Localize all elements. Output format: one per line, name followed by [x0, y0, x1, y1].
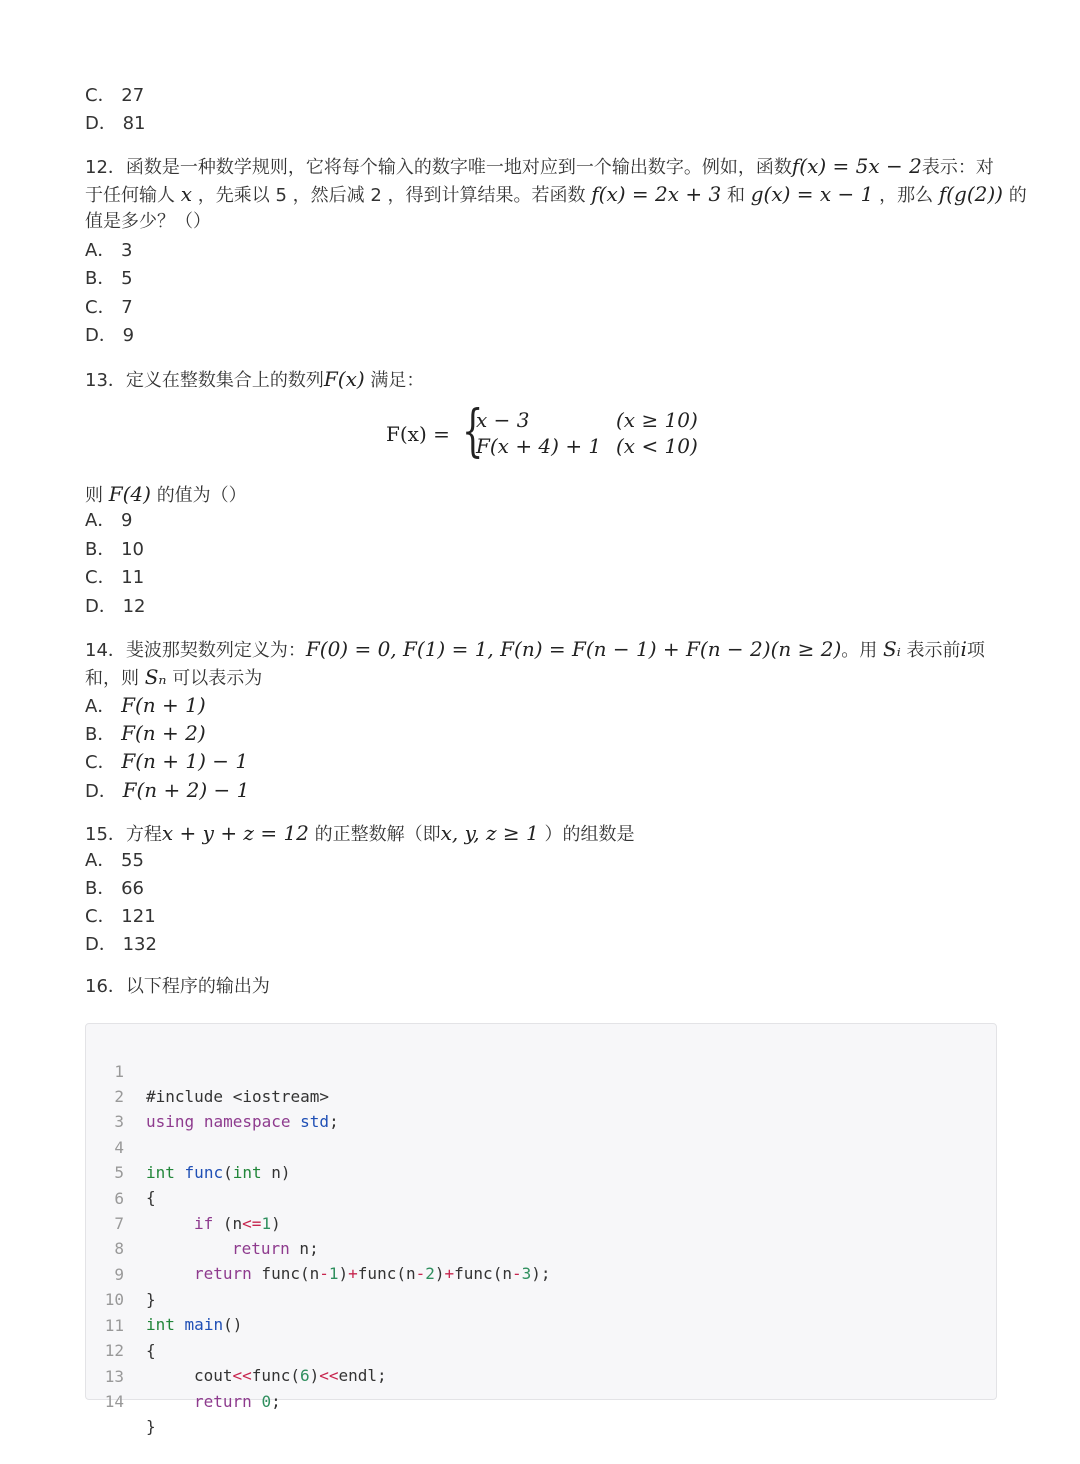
code-keyword: using — [146, 1112, 195, 1131]
q13-option-c: C． 11 — [85, 567, 145, 588]
code-type: int — [146, 1163, 175, 1182]
q12-text: 的 — [1008, 185, 1027, 206]
code-token: ; — [329, 1112, 339, 1131]
q13-text: 满足： — [370, 370, 425, 391]
code-text — [146, 1414, 156, 1439]
q14-line1 — [85, 635, 985, 665]
code-keyword: if — [194, 1214, 214, 1233]
q12-option-d: D． 9 — [85, 325, 135, 346]
q14-math-i: i — [960, 637, 967, 661]
q14-option-a — [85, 691, 206, 721]
option-c-prev: C． 27 — [85, 85, 145, 106]
code-keyword: return — [194, 1392, 252, 1411]
q14-option-b — [85, 719, 206, 749]
option-math: F(n + 2) − 1 — [122, 778, 250, 802]
q12-line3: 值是多少？（） — [85, 211, 211, 232]
q12-line1 — [85, 152, 994, 182]
line-number: 5 — [114, 1163, 124, 1182]
q12-text: 和 — [726, 185, 745, 206]
code-token: } — [146, 1290, 156, 1309]
code-operator: << — [319, 1366, 339, 1385]
code-function: main — [184, 1315, 224, 1334]
q13-math-fx: F(x) — [323, 367, 365, 391]
code-keyword: namespace — [203, 1112, 291, 1131]
q14-option-c — [85, 747, 248, 777]
q12-text: 12．函数是一种数学规则，它将每个输入的数字唯一地对应到一个输出数字。例如，函数 — [85, 157, 792, 178]
q14-text: 14．斐波那契数列定义为： — [85, 640, 306, 661]
line-number: 4 — [114, 1138, 124, 1157]
formula-cond1: (x ≥ 10) — [616, 408, 698, 432]
code-identifier: std — [300, 1112, 330, 1131]
code-token: (n — [213, 1214, 243, 1233]
q12-math-x: x — [180, 182, 193, 206]
line-number: 11 — [104, 1316, 124, 1335]
q15-line1 — [85, 819, 634, 849]
code-token: { — [146, 1188, 156, 1207]
q12-text: ，那么 — [879, 185, 934, 206]
option-label: B． — [85, 724, 116, 745]
q15-text: ）的组数是 — [544, 824, 635, 845]
code-token: () — [223, 1315, 243, 1334]
formula-lhs: F(x) = — [386, 422, 450, 446]
code-line — [86, 1110, 996, 1182]
code-line — [86, 1211, 996, 1283]
q14-text: 。用 — [841, 640, 878, 661]
code-token: func(n — [357, 1264, 416, 1283]
q15-option-b: B． 66 — [85, 878, 144, 899]
q13-math-f4: F(4) — [108, 482, 151, 506]
q12-option-c: C． 7 — [85, 297, 133, 318]
q14-text: 和，则 — [85, 668, 139, 689]
code-operator: - — [511, 1264, 522, 1283]
code-type: int — [232, 1163, 262, 1182]
q16-line1: 16．以下程序的输出为 — [85, 976, 270, 997]
line-number: 2 — [114, 1087, 124, 1106]
code-function: func — [184, 1163, 224, 1182]
q14-math-si: Sᵢ — [883, 637, 901, 661]
code-token: ) — [434, 1264, 445, 1283]
q15-text: 15．方程 — [85, 824, 162, 845]
code-token: func(n — [454, 1264, 512, 1283]
code-number: 0 — [261, 1392, 272, 1411]
q12-text: 表示：对 — [921, 157, 994, 178]
q14-text: 可以表示为 — [172, 668, 263, 689]
code-number: 2 — [425, 1264, 435, 1283]
code-token: n; — [289, 1239, 319, 1258]
line-number: 8 — [114, 1239, 124, 1258]
q13-option-d: D． 12 — [85, 596, 146, 617]
formula-case1: x − 3 — [476, 408, 530, 432]
q12-option-b: B． 5 — [85, 268, 133, 289]
formula-cond2: (x < 10) — [616, 434, 698, 458]
q12-text: ，先乘以 5 ，然后减 2 ，得到计算结果。若函数 — [197, 185, 586, 206]
code-line — [86, 1161, 996, 1233]
code-token: ) — [271, 1214, 281, 1233]
line-number: 7 — [114, 1214, 124, 1233]
q14-line2 — [85, 663, 262, 693]
q13-text: 则 — [85, 485, 103, 506]
option-label: A． — [85, 696, 116, 717]
q12-line2 — [85, 180, 1027, 210]
code-number: 6 — [299, 1366, 310, 1385]
code-type: int — [146, 1315, 175, 1334]
line-number: 12 — [104, 1341, 124, 1360]
code-text — [194, 1389, 281, 1414]
option-label: C． — [85, 752, 116, 773]
q14-text: 项 — [966, 640, 985, 661]
code-operator: << — [232, 1366, 252, 1385]
q15-text: 的正整数解（即 — [314, 824, 441, 845]
code-token: func(n — [251, 1264, 320, 1283]
option-math: F(n + 1) — [121, 693, 206, 717]
code-token: func( — [251, 1366, 300, 1385]
line-number: 9 — [114, 1265, 124, 1284]
q12-math-fx: f(x) = 2x + 3 — [591, 182, 722, 206]
q15-math-cond: x, y, z ≥ 1 — [440, 821, 539, 845]
q13-option-a: A． 9 — [85, 510, 133, 531]
q13-text: 的值为（） — [156, 485, 247, 506]
q13-line1 — [85, 365, 424, 395]
code-operator: <= — [242, 1214, 262, 1233]
code-operator: + — [444, 1264, 455, 1283]
line-number: 10 — [104, 1290, 124, 1309]
formula-case2: F(x + 4) + 1 — [476, 434, 602, 458]
option-math: F(n + 2) — [121, 721, 206, 745]
code-token: cout — [194, 1366, 233, 1385]
code-token: endl; — [338, 1366, 387, 1385]
line-number: 1 — [114, 1062, 124, 1081]
q15-option-c: C． 121 — [85, 906, 156, 927]
code-number: 1 — [261, 1214, 272, 1233]
code-operator: - — [319, 1264, 329, 1283]
code-token: ) — [338, 1264, 349, 1283]
code-operator: - — [415, 1264, 426, 1283]
q12-text: 于任何输人 — [85, 185, 175, 206]
q13-text: 13．定义在整数集合上的数列 — [85, 370, 324, 391]
code-token: n) — [261, 1163, 291, 1182]
code-token: #include <iostream> — [146, 1087, 330, 1106]
q15-math-eq: x + y + z = 12 — [161, 821, 309, 845]
option-math: F(n + 1) − 1 — [121, 749, 249, 773]
q15-option-d: D． 132 — [85, 934, 157, 955]
q12-math-gx: g(x) = x − 1 — [750, 182, 874, 206]
q15-option-a: A． 55 — [85, 850, 144, 871]
code-token: ); — [531, 1264, 551, 1283]
code-token: { — [146, 1341, 156, 1360]
code-token: ) — [309, 1366, 320, 1385]
q13-option-b: B． 10 — [85, 539, 144, 560]
line-number: 3 — [114, 1112, 124, 1131]
line-number: 13 — [104, 1367, 124, 1386]
option-label: D． — [85, 781, 117, 802]
code-number: 3 — [521, 1264, 532, 1283]
line-number: 6 — [114, 1189, 124, 1208]
option-d-prev: D． 81 — [85, 113, 146, 134]
code-token: ; — [271, 1392, 281, 1411]
q14-math-sn: Sₙ — [144, 665, 167, 689]
code-operator: + — [348, 1264, 358, 1283]
q14-text: 表示前 — [906, 640, 961, 661]
q12-option-a: A． 3 — [85, 240, 133, 261]
code-block — [85, 1023, 997, 1436]
q12-math-f: f(x) = 5x − 2 — [791, 154, 922, 178]
code-keyword: return — [194, 1264, 252, 1283]
formula-brace-icon: { — [462, 399, 484, 464]
code-token: ( — [223, 1163, 233, 1182]
code-token: } — [146, 1417, 156, 1436]
code-keyword: return — [232, 1239, 290, 1258]
code-number: 1 — [328, 1264, 339, 1283]
q12-math-fg: f(g(2)) — [938, 182, 1003, 206]
line-number: 14 — [104, 1392, 124, 1411]
code-line — [86, 1034, 996, 1106]
q14-option-d — [85, 776, 249, 806]
q14-math-fib: F(0) = 0, F(1) = 1, F(n) = F(n − 1) + F(n − 2)(n ≥ 2) — [305, 637, 842, 661]
q13-line2 — [85, 480, 247, 510]
